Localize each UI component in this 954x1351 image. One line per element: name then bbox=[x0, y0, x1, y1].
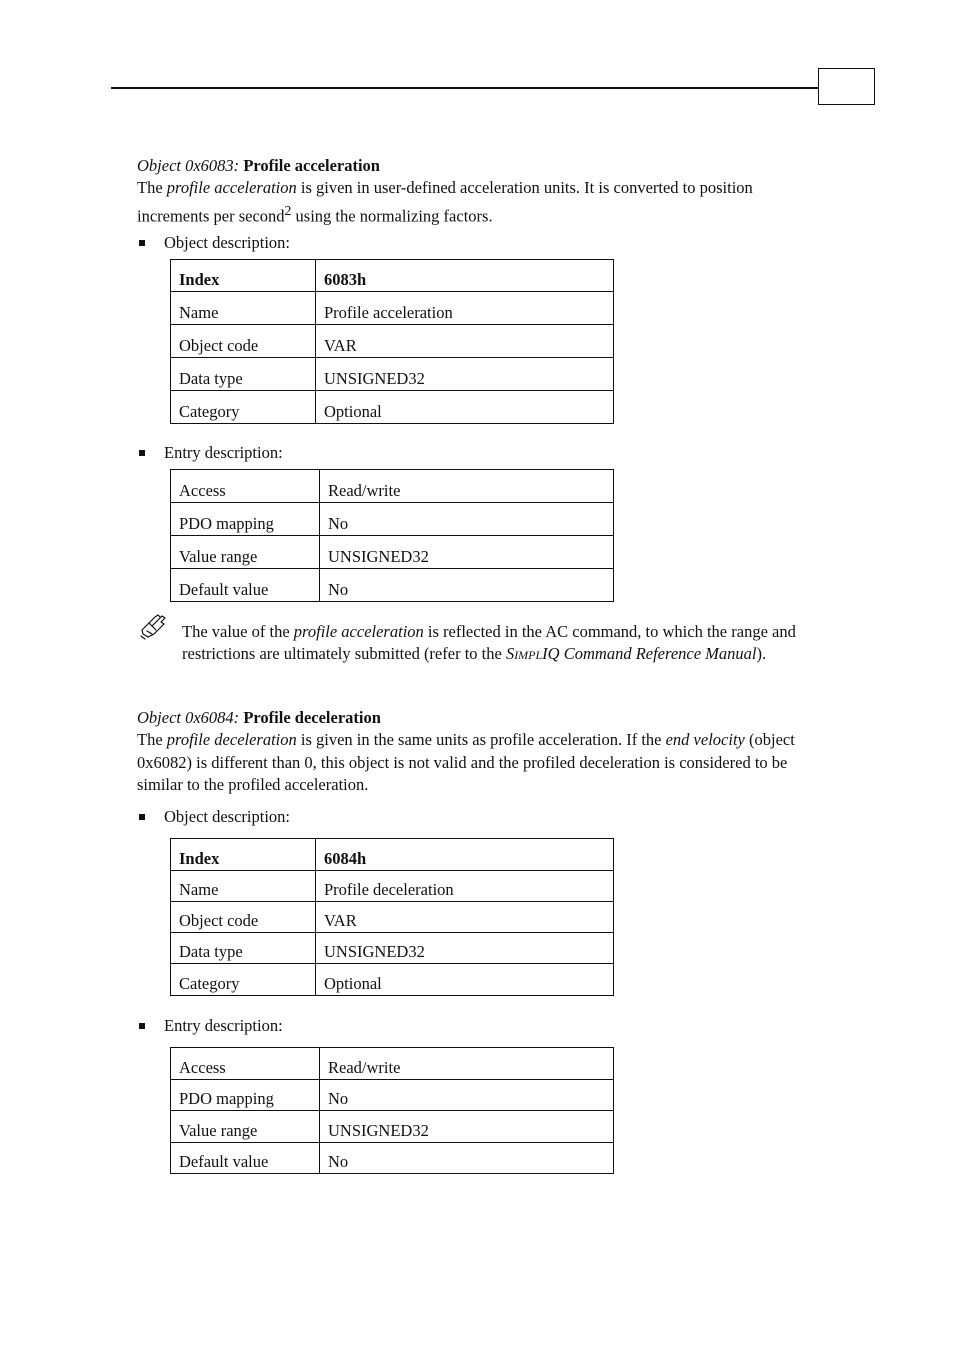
object-description-table bbox=[170, 259, 614, 424]
entry-description-table bbox=[170, 469, 614, 602]
entry-description-bullet: Entry description: bbox=[137, 442, 283, 464]
table-row: Object code VAR bbox=[171, 325, 614, 358]
table-row: Data type UNSIGNED32 bbox=[171, 933, 614, 964]
table-row: Category Optional bbox=[171, 391, 614, 424]
entry-description-table bbox=[170, 1047, 614, 1174]
note-text: The value of the profile acceleration is reflected in the AC command, to which the range and restrictions are ultimately submitted (refer to the SimplIQ Command Reference Manual). bbox=[182, 622, 796, 663]
table-row: Index 6084h bbox=[171, 839, 614, 871]
section-paragraph: The profile acceleration is given in user-defined acceleration units. It is converted to position increments per second$^2$ using the normalizing factors. bbox=[137, 178, 753, 225]
table-row: Name Profile acceleration bbox=[171, 292, 614, 325]
section-title: Object 0x6083: Profile acceleration bbox=[137, 156, 380, 175]
table-row: Default value No bbox=[171, 1143, 614, 1174]
table-row: PDO mapping No bbox=[171, 503, 614, 536]
table-row: Data type UNSIGNED32 bbox=[171, 358, 614, 391]
entry-description-bullet: Entry description: bbox=[137, 1015, 283, 1037]
table-row: Name Profile deceleration bbox=[171, 871, 614, 902]
hand-note-icon bbox=[139, 612, 169, 640]
section-profile-deceleration bbox=[137, 707, 827, 797]
section-profile-acceleration bbox=[137, 155, 827, 228]
table-row: Default value No bbox=[171, 569, 614, 602]
table-row: PDO mapping No bbox=[171, 1080, 614, 1111]
object-description-table bbox=[170, 838, 614, 996]
table-row: Access Read/write bbox=[171, 1048, 614, 1080]
table-row: Value range UNSIGNED32 bbox=[171, 1111, 614, 1143]
table-row: Object code VAR bbox=[171, 902, 614, 933]
object-description-bullet: Object description: bbox=[137, 806, 290, 828]
table-row: Index 6083h bbox=[171, 260, 614, 292]
page-number-box bbox=[818, 68, 875, 105]
section-title: Object 0x6084: Profile deceleration bbox=[137, 708, 381, 727]
table-row: Value range UNSIGNED32 bbox=[171, 536, 614, 569]
table-row: Category Optional bbox=[171, 964, 614, 996]
section-paragraph: The profile deceleration is given in the same units as profile acceleration. If the end velocity (object 0x6082) is different than 0, this object is not valid and the profiled deceleration is considered to be similar to the profiled acceleration. bbox=[137, 730, 795, 794]
table-row: Access Read/write bbox=[171, 470, 614, 503]
object-description-bullet: Object description: bbox=[137, 232, 290, 254]
header-rule bbox=[111, 87, 818, 89]
